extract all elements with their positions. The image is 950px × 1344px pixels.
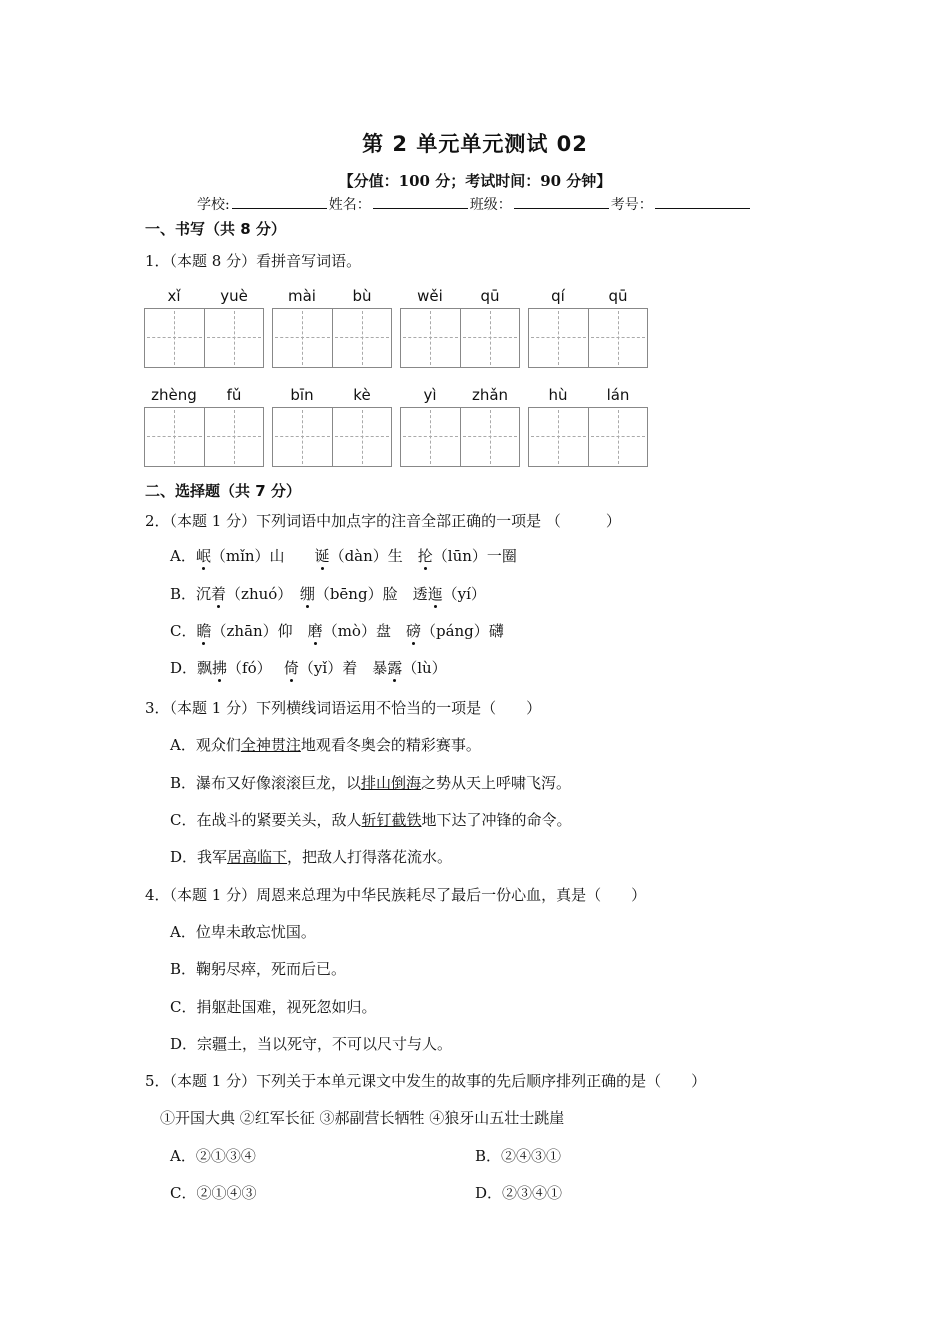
pinyin-label: bù [352,287,372,305]
writing-cell[interactable] [529,309,588,367]
pinyin-label: qū [608,287,628,305]
question-1-prompt: 1．（本题 8 分）看拼音写词语。 [145,252,362,270]
exam-meta: 【分值：100 分；考试时间：90 分钟】 [338,172,612,190]
writing-cells [144,407,264,467]
writing-cells [400,407,520,467]
writing-cells [400,308,520,368]
writing-cell[interactable] [273,408,332,466]
section-heading-writing: 一、书写（共 8 分） [145,220,286,238]
writing-cell[interactable] [273,309,332,367]
writing-cells [272,407,392,467]
writing-cell[interactable] [401,309,460,367]
question-3-option-c[interactable]: C．在战斗的紧要关头，敌人斩钉截铁地下达了冲锋的命令。 [170,811,572,829]
question-5-prompt: 5．（本题 1 分）下列关于本单元课文中发生的故事的先后顺序排列正确的是（ ） [145,1072,707,1090]
question-2-prompt: 2．（本题 1 分）下列词语中加点字的注音全部正确的一项是 （ ） [145,512,621,530]
school-label: 学校: [197,197,230,213]
question-4-option-a[interactable]: A．位卑未敢忘忧国。 [170,923,316,941]
writing-cells [528,407,648,467]
pinyin-label: qí [551,287,565,305]
page-title: 第 2 单元单元测试 02 [362,132,588,156]
writing-cell[interactable] [145,408,204,466]
pinyin-label: qū [480,287,500,305]
writing-cell[interactable] [401,408,460,466]
pinyin-label: kè [353,386,371,404]
writing-cell[interactable] [588,309,648,367]
question-4-option-b[interactable]: B．鞠躬尽瘁，死而后已。 [170,960,347,978]
question-5-option-d[interactable]: D．②③④① [475,1184,563,1202]
writing-cell[interactable] [332,408,392,466]
question-2-option-d[interactable]: D．飘拂（fó） 倚（yǐ）着 暴露（lù） [170,659,447,677]
name-label: 姓名： [328,197,371,213]
writing-cell[interactable] [588,408,648,466]
writing-cell[interactable] [460,309,520,367]
question-5-option-c[interactable]: C．②①④③ [170,1184,257,1202]
pinyin-label: yì [423,386,437,404]
question-3-option-b[interactable]: B．瀑布又好像滚滚巨龙，以排山倒海之势从天上呼啸飞泻。 [170,774,572,792]
question-2-option-b[interactable]: B．沉着（zhuó） 绷（bēng）脸 透迤（yí） [170,585,486,603]
question-3-option-a[interactable]: A．观众们全神贯注地观看冬奥会的精彩赛事。 [170,736,481,754]
pinyin-label: bīn [290,386,314,404]
number-blank[interactable] [655,194,750,209]
class-blank[interactable] [514,194,609,209]
question-5-option-a[interactable]: A．②①③④ [170,1147,256,1165]
pinyin-label: yuè [220,287,248,305]
writing-cell[interactable] [332,309,392,367]
pinyin-label: zhèng [151,386,197,404]
pinyin-label: hù [548,386,568,404]
writing-cell[interactable] [204,408,264,466]
writing-cell[interactable] [529,408,588,466]
writing-cells [272,308,392,368]
name-blank[interactable] [373,194,468,209]
number-label: 考号： [610,197,653,213]
pinyin-label: zhǎn [471,386,509,404]
class-label: 班级： [469,197,512,213]
question-2-option-c[interactable]: C．瞻（zhān）仰 磨（mò）盘 磅（páng）礴 [170,622,504,640]
pinyin-label: xǐ [167,287,181,305]
writing-cell[interactable] [145,309,204,367]
school-blank[interactable] [232,194,327,209]
question-4-prompt: 4．（本题 1 分）周恩来总理为中华民族耗尽了最后一份心血，真是（ ） [145,886,647,904]
writing-cell[interactable] [204,309,264,367]
question-3-prompt: 3．（本题 1 分）下列横线词语运用不恰当的一项是（ ） [145,699,542,717]
pinyin-label: mài [288,287,316,305]
writing-cells [528,308,648,368]
section-heading-choice: 二、选择题（共 7 分） [145,482,301,500]
question-2-option-a[interactable]: A．岷（mǐn）山 诞（dàn）生 抡（lūn）一圈 [170,547,517,565]
pinyin-label: lán [606,386,630,404]
question-5-items: ①开国大典 ②红军长征 ③郝副营长牺牲 ④狼牙山五壮士跳崖 [160,1109,565,1127]
question-3-option-d[interactable]: D．我军居高临下，把敌人打得落花流水。 [170,848,453,866]
pinyin-label: fǔ [226,386,242,404]
pinyin-label: wěi [417,287,443,305]
question-5-option-b[interactable]: B．②④③① [475,1147,562,1165]
writing-cell[interactable] [460,408,520,466]
question-4-option-c[interactable]: C．捐躯赴国难，视死忽如归。 [170,998,377,1016]
writing-cells [144,308,264,368]
student-info-line [197,194,752,214]
question-4-option-d[interactable]: D．宗疆土，当以死守，不可以尺寸与人。 [170,1035,453,1053]
